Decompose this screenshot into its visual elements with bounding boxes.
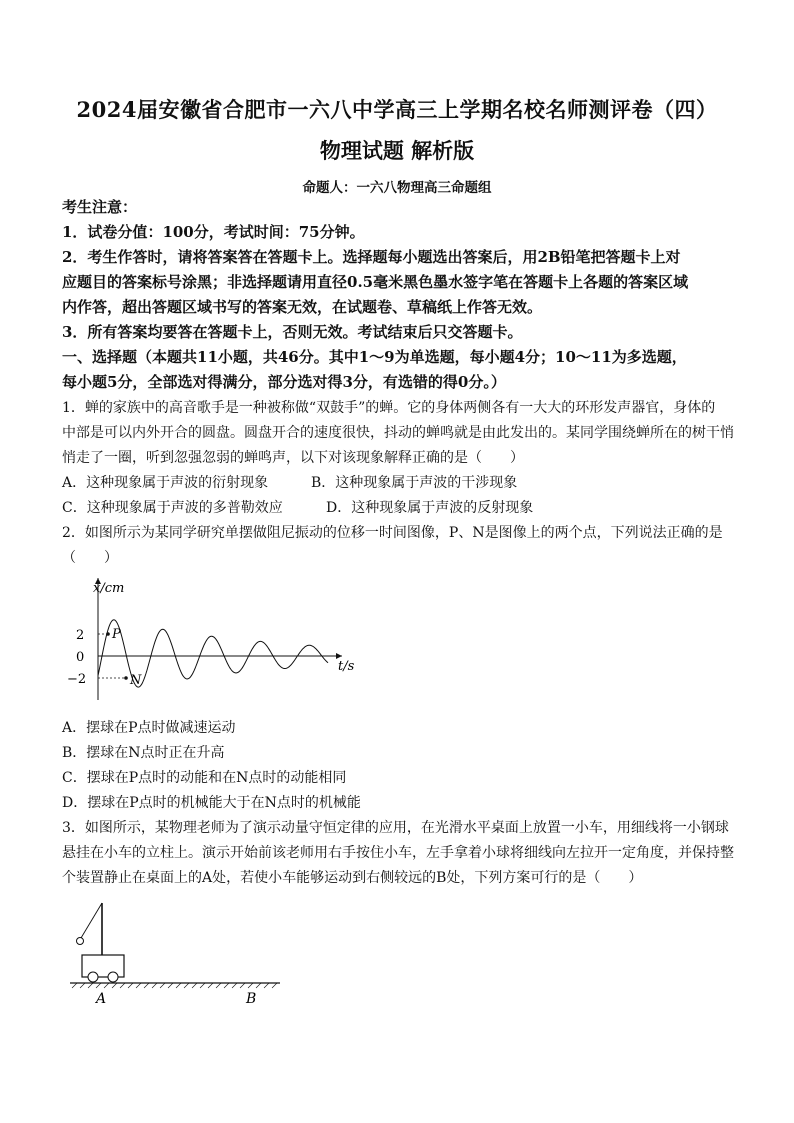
- q1-option-b: B．这种现象属于声波的干涉现象: [311, 475, 518, 491]
- point-p-label: P: [112, 627, 121, 642]
- cart-body: [82, 955, 124, 977]
- table-hatching: [72, 983, 277, 988]
- q2-option-a: A．摆球在P点时做减速运动: [62, 720, 236, 736]
- notes-line: 3．所有答案均要答在答题卡上，否则无效。考试结束后只交答题卡。: [62, 323, 523, 341]
- author-line: 命题人：一六八物理高三命题组: [302, 180, 492, 196]
- q3-text: 个装置静止在桌面上的A处，若使小车能够运动到右侧较远的B处，下列方案可行的是（ ）: [62, 870, 643, 886]
- notes-heading: 考生注意：: [62, 198, 138, 216]
- cart-wheel-right: [108, 972, 118, 982]
- tick-label-0: 0: [76, 650, 85, 665]
- position-a-label: A: [96, 991, 107, 1007]
- q3-text: 3．如图所示，某物理老师为了演示动量守恒定律的应用，在光滑水平桌面上放置一小车，用细线将一小钢球: [62, 820, 729, 836]
- point-p-dot: [106, 632, 110, 636]
- page-subtitle: 物理试题 解析版: [319, 138, 475, 163]
- pendulum-string: [81, 903, 102, 938]
- q2-option-b: B．摆球在N点时正在升高: [62, 745, 225, 761]
- page-title: 2024届安徽省合肥市一六八中学高三上学期名校名师测评卷（四）: [76, 97, 718, 122]
- cart-wheel-left: [88, 972, 98, 982]
- section-heading: 每小题5分，全部选对得满分，部分选对得3分，有选错的得0分。）: [62, 373, 506, 391]
- q3-text: 悬挂在小车的立柱上。演示开始前该老师用右手按住小车，左手拿着小球将细线向左拉开一定角度，并保持整: [62, 845, 734, 861]
- position-b-label: B: [246, 991, 257, 1007]
- section-heading: 一、选择题（本题共11小题，共46分。其中1～9为单选题，每小题4分；10～11为多选题，: [62, 348, 687, 366]
- q2-text: （ ）: [62, 550, 118, 566]
- q1-option-c: C．这种现象属于声波的多普勒效应: [62, 500, 283, 516]
- notes-line: 内作答，超出答题区域书写的答案无效，在试题卷、草稿纸上作答无效。: [62, 298, 543, 316]
- tick-label-2: 2: [76, 628, 85, 643]
- notes-line: 1．试卷分值：100分，考试时间：75分钟。: [62, 223, 365, 241]
- q1-text: 悄走了一圈，听到忽强忽弱的蝉鸣声，以下对该现象解释正确的是（ ）: [62, 450, 524, 466]
- q2-text: 2．如图所示为某同学研究单摆做阻尼振动的位移一时间图像，P、N是图像上的两个点，下列说法正确的是: [62, 525, 723, 541]
- q1-option-d: D．这种现象属于声波的反射现象: [326, 500, 534, 516]
- steel-ball: [77, 938, 84, 945]
- tick-label-neg2: −2: [67, 672, 87, 687]
- q1-text: 1．蝉的家族中的高音歌手是一种被称做“双鼓手”的蝉。它的身体两侧各有一大大的环形发声器官，身体的: [62, 400, 716, 416]
- point-n-label: N: [130, 673, 142, 688]
- q1-text: 中部是可以内外开合的圆盘。圆盘开合的速度很快，抖动的蝉鸣就是由此发出的。某同学围绕蝉所在的树干悄: [62, 425, 734, 441]
- q1-option-a: A．这种现象属于声波的衍射现象: [62, 475, 269, 491]
- x-axis-label: t/s: [338, 659, 355, 674]
- notes-line: 2．考生作答时，请将答案答在答题卡上。选择题每小题选出答案后，用2B铅笔把答题卡上对: [62, 248, 681, 266]
- y-axis-label: x/cm: [93, 581, 125, 596]
- damped-oscillation-graph: [60, 570, 355, 710]
- q2-option-c: C．摆球在P点时的动能和在N点时的动能相同: [62, 770, 347, 786]
- q2-option-d: D．摆球在P点时的机械能大于在N点时的机械能: [62, 795, 361, 811]
- cart-pendulum-figure: [60, 895, 290, 1015]
- point-n-dot: [124, 676, 128, 680]
- notes-line: 应题目的答案标号涂黑；非选择题请用直径0.5毫米黑色墨水签字笔在答题卡上各题的答案区域: [62, 273, 689, 291]
